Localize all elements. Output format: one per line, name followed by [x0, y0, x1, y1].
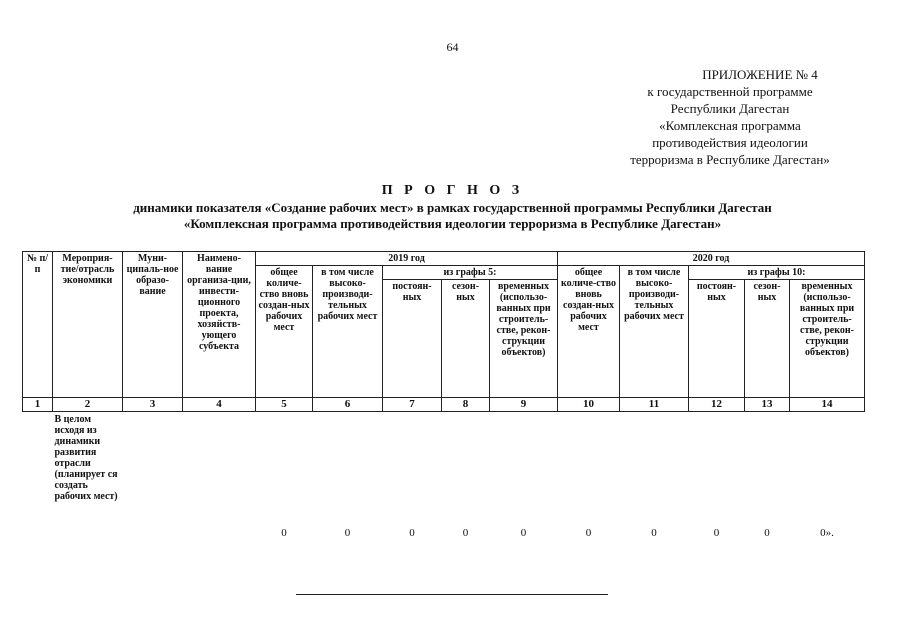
header-municipality: Муни-ципаль-ное образо-вание	[123, 252, 183, 398]
column-number: 4	[183, 398, 256, 412]
cell-value: 0	[281, 526, 287, 539]
header-num: № п/п	[23, 252, 53, 398]
page-number: 64	[446, 40, 459, 54]
cell-value: 0	[409, 526, 415, 539]
cell-value: 0	[585, 526, 592, 539]
column-number: 5	[256, 398, 313, 412]
document-subtitle	[70, 200, 835, 232]
cell-value: 0	[764, 526, 770, 539]
header-seasonal: сезон-ных	[745, 280, 790, 398]
header-year-2019: 2019 год	[256, 252, 558, 266]
column-number: 13	[745, 398, 790, 412]
column-number: 1	[23, 398, 53, 412]
cell-value: 0	[713, 526, 720, 539]
header-seasonal: сезон-ных	[442, 280, 490, 398]
header-from-col-10: из графы 10:	[689, 266, 865, 280]
column-number: 10	[558, 398, 620, 412]
table-row	[23, 412, 865, 540]
header-temporary: временных (использо-ванных при строитель-стве, рекон-струкции объектов)	[790, 280, 865, 398]
forecast-table	[22, 251, 865, 540]
subtitle-line: «Комплексная программа противодействия идеологии терроризма в Республике Дагестан»	[183, 216, 722, 231]
cell-value: 0».	[820, 526, 834, 539]
column-number: 12	[689, 398, 745, 412]
cell-value: 0	[462, 526, 469, 539]
column-number: 7	[383, 398, 442, 412]
header-permanent: постоян-ных	[383, 280, 442, 398]
header-from-col-5: из графы 5:	[383, 266, 558, 280]
header-temporary: временных (использо-ванных при строитель-стве, рекон-струкции объектов)	[490, 280, 558, 398]
header-high-productivity: в том числе высоко-производи-тельных рабочих мест	[313, 266, 383, 398]
column-number: 9	[490, 398, 558, 412]
column-number: 14	[790, 398, 865, 412]
appendix-line: к государственной программе	[647, 84, 813, 99]
header-total-jobs: общее количе-ство вновь создан-ных рабочих мест	[256, 266, 313, 398]
header-organization: Наимено-вание организа-ции, инвести-ционного проекта, хозяйств-ующего субъекта	[183, 252, 256, 398]
column-number: 2	[53, 398, 123, 412]
footer-divider	[296, 594, 608, 595]
subtitle-line: динамики показателя «Создание рабочих мест» в рамках государственной программы Республики Дагестан	[133, 200, 772, 215]
cell-value: 0	[520, 526, 527, 539]
header-measure: Мероприя-тие/отрасль экономики	[53, 252, 123, 398]
header-high-productivity: в том числе высоко-производи-тельных рабочих мест	[620, 266, 689, 398]
cell-value: 0	[344, 526, 351, 539]
column-number-row	[23, 398, 865, 412]
column-number: 8	[442, 398, 490, 412]
appendix-line: «Комплексная программа	[659, 118, 801, 133]
row-description: В целом исходя из динамики развития отрасли (планирует ся создать рабочих мест)	[54, 414, 118, 502]
header-year-2020: 2020 год	[558, 252, 865, 266]
column-number: 11	[620, 398, 689, 412]
document-title: П Р О Г Н О З	[381, 183, 524, 198]
appendix-line: противодействия идеологии	[652, 135, 808, 150]
appendix-line: Республики Дагестан	[670, 101, 790, 116]
appendix-line: терроризма в Республике Дагестан»	[630, 152, 830, 167]
column-number: 3	[123, 398, 183, 412]
column-number: 6	[313, 398, 383, 412]
appendix-note	[600, 66, 860, 168]
header-permanent: постоян-ных	[689, 280, 745, 398]
appendix-number: ПРИЛОЖЕНИЕ № 4	[702, 67, 818, 82]
header-total-jobs: общее количе-ство вновь создан-ных рабочих мест	[558, 266, 620, 398]
cell-value: 0	[651, 526, 657, 539]
